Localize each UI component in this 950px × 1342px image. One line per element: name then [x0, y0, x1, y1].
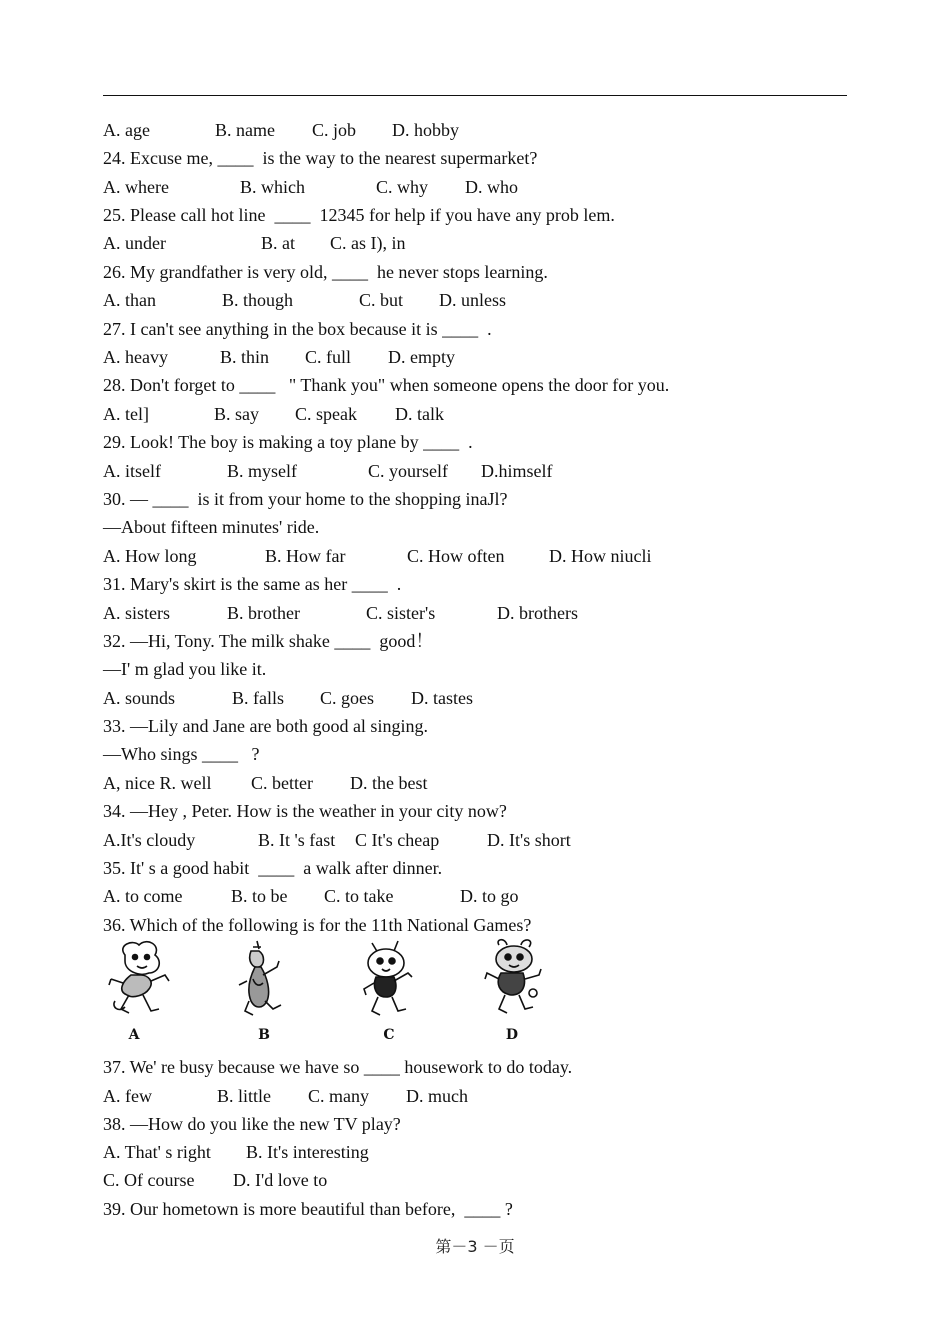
mascot-label-b: B [258, 1027, 270, 1043]
q33-options [103, 772, 428, 794]
q24-stem: 24. Excuse me, ____ is the way to the nearest supermarket? [103, 148, 538, 168]
q26-option-a: A. than [103, 290, 156, 310]
q25-options [103, 232, 406, 254]
q23-option-a: A. age [103, 120, 150, 140]
q27-options [103, 346, 455, 368]
q33-reply: —Who sings ____ ? [103, 744, 260, 764]
q35-options [103, 885, 519, 907]
q38-options-row1 [103, 1141, 369, 1163]
q35-option-b: B. to be [231, 886, 288, 906]
q27-option-c: C. full [305, 347, 352, 367]
q24-option-b: B. which [240, 177, 305, 197]
q38-stem: 38. —How do you like the new TV play? [103, 1114, 401, 1134]
q34-option-c: C It's cheap [355, 830, 440, 850]
q33-option-c: C. better [251, 773, 313, 793]
mascot-option-c [358, 935, 448, 1047]
q31-option-b: B. brother [227, 603, 300, 623]
q35-stem: 35. It' s a good habit ____ a walk after dinner. [103, 858, 443, 878]
q29-option-d: D.himself [481, 461, 553, 481]
q37-option-d: D. much [406, 1086, 468, 1106]
q31-option-d: D. brothers [497, 603, 578, 623]
q25-stem: 25. Please call hot line ____ 12345 for help if you have any prob lem. [103, 205, 615, 225]
q32-option-b: B. falls [232, 688, 284, 708]
q30-option-a: A. How long [103, 546, 197, 566]
mascot-label-c: C [383, 1027, 395, 1043]
q25-option-a: A. under [103, 233, 166, 253]
q28-stem: 28. Don't forget to ____ " Thank you" when someone opens the door for you. [103, 375, 670, 395]
q38-options-row2 [103, 1169, 328, 1191]
q24-option-d: D. who [465, 177, 518, 197]
q37-options [103, 1085, 468, 1107]
q36-mascot-options [103, 935, 583, 1047]
q28-option-d: D. talk [395, 404, 444, 424]
q26-option-b: B. though [222, 290, 294, 310]
q29-stem: 29. Look! The boy is making a toy plane by ____ . [103, 432, 473, 452]
q33-option-ab: A, nice R. well [103, 773, 212, 793]
q30-option-b: B. How far [265, 546, 346, 566]
q35-option-c: C. to take [324, 886, 394, 906]
q30-options [103, 545, 652, 567]
mascot-option-a [103, 935, 193, 1047]
q32-option-a: A. sounds [103, 688, 176, 708]
q30-option-d: D. How niucli [549, 546, 652, 566]
q27-option-d: D. empty [388, 347, 455, 367]
q36-stem: 36. Which of the following is for the 11th National Games? [103, 915, 532, 935]
q37-option-a: A. few [103, 1086, 152, 1106]
q31-option-a: A. sisters [103, 603, 170, 623]
q38-option-b: B. It's interesting [246, 1142, 369, 1162]
q24-options [103, 176, 518, 198]
q28-option-a: A. tel] [103, 404, 149, 424]
q27-option-b: B. thin [220, 347, 270, 367]
mascot-label-a: A [128, 1027, 140, 1043]
q24-option-c: C. why [376, 177, 429, 197]
q38-option-a: A. That' s right [103, 1142, 211, 1162]
q26-option-d: D. unless [439, 290, 506, 310]
q29-option-b: B. myself [227, 461, 297, 481]
q32-stem: 32. —Hi, Tony. The milk shake ____ good！ [103, 631, 434, 651]
q25-option-c: C. as I), in [330, 233, 406, 253]
q25-option-b: B. at [261, 233, 295, 253]
q27-option-a: A. heavy [103, 347, 168, 367]
q34-option-b: B. It 's fast [258, 830, 336, 850]
q31-stem: 31. Mary's skirt is the same as her ____ . [103, 574, 402, 594]
q24-option-a: A. where [103, 177, 169, 197]
q29-options [103, 460, 553, 482]
q38-option-c: C. Of course [103, 1170, 195, 1190]
q28-option-b: B. say [214, 404, 259, 424]
mascot-option-d [481, 935, 571, 1047]
mascot-label-d: D [505, 1027, 519, 1043]
q26-stem: 26. My grandfather is very old, ____ he never stops learning. [103, 262, 548, 282]
q27-stem: 27. I can't see anything in the box because it is ____ . [103, 319, 492, 339]
q29-option-c: C. yourself [368, 461, 448, 481]
q23-option-b: B. name [215, 120, 275, 140]
q33-option-d: D. the best [350, 773, 428, 793]
q30-stem: 30. — ____ is it from your home to the shopping inaJl? [103, 489, 508, 509]
page-number-footer: 第－3 －页 [435, 1237, 515, 1256]
q39-stem: 39. Our hometown is more beautiful than before, ____ ? [103, 1199, 513, 1219]
q35-option-a: A. to come [103, 886, 183, 906]
q33-stem: 33. —Lily and Jane are both good al singing. [103, 716, 428, 736]
q23-option-d: D. hobby [392, 120, 459, 140]
q28-option-c: C. speak [295, 404, 357, 424]
q23-option-c: C. job [312, 120, 357, 140]
mascot-c-icon [358, 935, 448, 1027]
q32-option-c: C. goes [320, 688, 374, 708]
header-rule [103, 95, 847, 96]
q34-options [103, 829, 571, 851]
mascot-d-icon [481, 935, 571, 1027]
q26-options [103, 289, 506, 311]
q32-option-d: D. tastes [411, 688, 473, 708]
q29-option-a: A. itself [103, 461, 161, 481]
q37-stem: 37. We' re busy because we have so ____ housework to do today. [103, 1057, 573, 1077]
mascot-a-icon [103, 935, 193, 1027]
q31-option-c: C. sister's [366, 603, 436, 623]
q37-option-c: C. many [308, 1086, 369, 1106]
q30-option-c: C. How often [407, 546, 505, 566]
mascot-option-b [233, 935, 323, 1047]
q30-reply: —About fifteen minutes' ride. [103, 517, 320, 537]
q34-option-d: D. It's short [487, 830, 571, 850]
q35-option-d: D. to go [460, 886, 519, 906]
mascot-b-icon [233, 935, 323, 1027]
q31-options [103, 602, 578, 624]
q34-option-a: A.It's cloudy [103, 830, 196, 850]
q23-options [103, 119, 459, 141]
q38-option-d: D. I'd love to [233, 1170, 328, 1190]
q32-options [103, 687, 473, 709]
q26-option-c: C. but [359, 290, 404, 310]
q32-reply: —I' m glad you like it. [103, 659, 267, 679]
q28-options [103, 403, 444, 425]
q34-stem: 34. —Hey , Peter. How is the weather in your city now? [103, 801, 507, 821]
q37-option-b: B. little [217, 1086, 271, 1106]
